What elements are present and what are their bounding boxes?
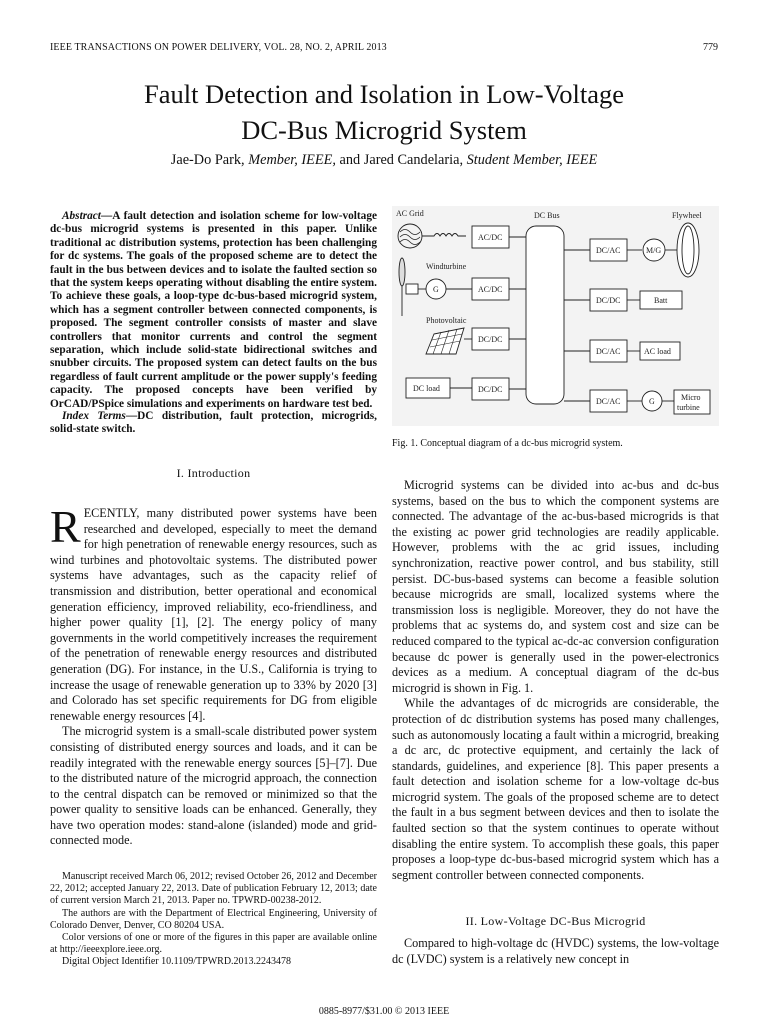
index-terms: [50, 410, 377, 437]
intro-paragraph-1: [50, 501, 377, 849]
label-dcac-3: DC/AC: [596, 397, 621, 406]
footnotes: [50, 871, 377, 969]
author-2: Jared Candelaria,: [363, 152, 464, 168]
author-1-role: Member, IEEE,: [248, 152, 336, 168]
title-line-1: Fault Detection and Isolation in Low-Voltage: [143, 79, 625, 109]
title-line-2: DC-Bus Microgrid System: [241, 115, 527, 145]
section-1-heading: I. Introduction: [176, 466, 251, 480]
right-paragraph-1: Microgrid systems can be divided into ac-bus and dc-bus systems, based on the bus to which the component systems are connected. The advantage of the ac-bus-based microgrids is that the existing ac power grid technologies are readily applicable. However, problems with the ac grid issues, including synchronization, reactive power control, and bus stability, still persist. DC-bus-based systems can become a feasible solution because microgrids are small, localized systems where the transmission loss is negligible. Moreover, they do not have the problems that ac systems do, and system cost and size can be reduced compared to the typical ac-dc-ac conversion configuration because dc power is generally used in the power-electronics devices as a medium. A conceptual diagram of the dc-bus microgrid is shown in Fig. 1.: [392, 478, 719, 695]
dc-bus-bar: [526, 226, 564, 404]
label-acdc-1: AC/DC: [478, 233, 503, 242]
label-dcdc-3: DC/DC: [596, 296, 621, 305]
author-line: [0, 152, 768, 169]
page-number: 779: [703, 42, 718, 53]
label-turbine: turbine: [677, 403, 700, 412]
label-ac-load: AC load: [644, 347, 671, 356]
author-and: and: [339, 152, 361, 168]
copyright-footer: 0885-8977/$31.00 © 2013 IEEE: [318, 1006, 450, 1017]
label-ac-grid: AC Grid: [396, 209, 424, 218]
wind-turbine-icon: [399, 258, 405, 286]
author-1: Jae-Do Park,: [170, 152, 245, 168]
footnote-authors: The authors are with the Department of Electrical Engineering, University of Colorado Denver, Denver, CO 80204 USA.: [50, 907, 377, 931]
author-2-role: Student Member, IEEE: [466, 152, 598, 168]
figure-1-caption: Fig. 1. Conceptual diagram of a dc-bus microgrid system.: [392, 438, 623, 449]
flywheel-icon: [677, 223, 699, 277]
footnote-doi: Digital Object Identifier 10.1109/TPWRD.2013.2243478: [62, 956, 292, 968]
label-dcac-2: DC/AC: [596, 347, 621, 356]
label-dcac-1: DC/AC: [596, 246, 621, 255]
label-dcdc-2: DC/DC: [478, 385, 503, 394]
drop-cap: R: [50, 501, 81, 552]
label-dc-load: DC load: [413, 384, 440, 393]
index-terms-text: —DC distribution, fault protection, microgrids, solid-state switch.: [50, 410, 377, 436]
intro-p1-text: ECENTLY, many distributed power systems have been researched and developed, especially to meet the demand for high penetration of renewable energy resources, such as wind turbines and photovoltaic systems. The distributed power systems have advantages, such as the capacity relief of transmission and distribution, better operational and economical generation efficiency, improved reliability, eco-friendliness, and higher power quality [1], [2]. The energy policy of many governments in the world competitively increases the requirement of the penetration of renewable energy resources and distributed generation (DG). For instance, in the U.S., California is trying to increase the usage of renewable generation up to 33% by 2020 [3] and Colorado has set specific requirements for DG from eligible renewable energy resources [4].: [50, 506, 377, 723]
footnote-color: Color versions of one or more of the figures in this paper are available online at http://ieeexplore.ieee.org.: [50, 932, 377, 956]
label-acdc-2: AC/DC: [478, 285, 503, 294]
label-dcdc-1: DC/DC: [478, 335, 503, 344]
paper-title: [0, 76, 768, 148]
section-2-heading: II. Low-Voltage DC-Bus Microgrid: [465, 914, 646, 928]
label-photovoltaic: Photovoltaic: [426, 316, 467, 325]
right-column-text: [392, 478, 719, 883]
label-flywheel: Flywheel: [672, 211, 702, 220]
label-mg: M/G: [646, 246, 662, 255]
right-paragraph-3-text: Compared to high-voltage dc (HVDC) systems, the low-voltage dc (LVDC) system is a relatively new concept in: [392, 936, 719, 966]
figure-1-diagram: [392, 206, 719, 426]
label-dc-bus: DC Bus: [534, 211, 560, 220]
journal-header: IEEE TRANSACTIONS ON POWER DELIVERY, VOL. 28, NO. 2, APRIL 2013: [50, 42, 387, 53]
right-paragraph-3: [392, 936, 719, 967]
index-terms-label: Index Terms: [62, 410, 126, 422]
abstract-text: —A fault detection and isolation scheme for low-voltage dc-bus microgrid systems is presented in this paper. Unlike traditional ac distribution systems, protection has been challenging for dc systems. The goals of the proposed scheme are to detect the fault in the bus between devices and to isolate the faulted section so that the system keeps operating without disabling the entire system. To achieve these goals, a loop-type dc-bus-based microgrid system, which has a segment controller between connected components, is proposed. The segment controller consists of master and slave controllers that monitor currents and control the segment separation, which include solid-state bidirectional switches and snubber circuits. The proposed system can detect faults on the bus regardless of fault current amplitude or the power supply's feeding capacity. The proposed concepts have been verified by OrCAD/PSpice simulations and experiments on hardware test bed.: [50, 210, 377, 410]
footnote-manuscript: Manuscript received March 06, 2012; revised October 26, 2012 and December 22, 2012; accepted January 22, 2013. Date of publication February 12, 2013; date of current version March 21, 2013. Paper no. TPWRD-00238-2012.: [50, 871, 377, 907]
right-paragraph-2: While the advantages of dc microgrids are considerable, the protection of dc distribution systems has posed many challenges, such as autonomously locating a fault within a microgrid, breaking a dc arc, dc protective equipment, and certainly the lack of standards, guidelines, and experience [8]. This paper presents a fault detection and isolation scheme for a low-voltage dc-bus microgrid system. The goals of the proposed scheme are to detect the fault in a bus segment between devices and then to isolate the faulted section so that the system continues to operate without disabling the entire system. To accomplish these goals, this paper proposes a loop-type dc-bus-based microgrid system which has a segment controller between connected components.: [392, 696, 719, 882]
intro-paragraph-2: The microgrid system is a small-scale distributed power system consisting of distributed energy sources and loads, and it can be readily integrated with the renewable energy sources [5]–[7]. Due to the distributed nature of the microgrid approach, the connection to the central dispatch can be removed or minimized so that the power quality to sensitive loads can be enhanced. Generally, they have two operation modes: stand-alone (islanded) mode and grid-connected mode.: [50, 724, 377, 848]
label-g-2: G: [649, 397, 655, 406]
abstract-label: Abstract: [62, 210, 101, 222]
abstract: [50, 210, 377, 411]
label-batt: Batt: [654, 296, 668, 305]
label-micro: Micro: [681, 393, 701, 402]
label-g-1: G: [433, 285, 439, 294]
label-windturbine: Windturbine: [426, 262, 467, 271]
